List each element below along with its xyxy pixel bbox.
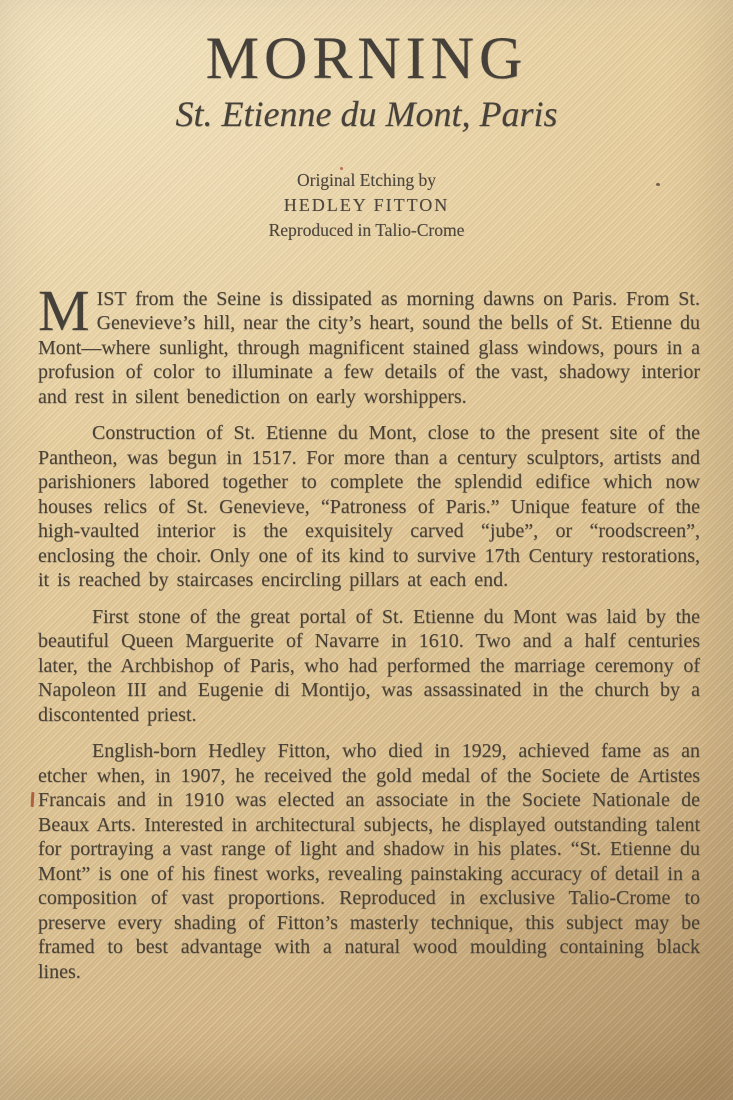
paper-speck bbox=[656, 183, 660, 186]
page-title: MORNING bbox=[205, 25, 528, 91]
artist-name: HEDLEY FITTON bbox=[283, 194, 450, 215]
credit-block bbox=[0, 168, 733, 243]
paragraph-2: Construction of St. Etienne du Mont, close to the present site of the Pantheon, was begun in 1517. For more than a century sculptors, artists and parishioners labored together to complete the splendid edifice which now houses relics of St. Genevieve, “Patroness of Paris.” Unique feature of the high-vaulted interior is the exquisitely carved “jube”, or “roodscreen”, enclosing the choir. Only one of its kind to survive 17th Century restorations, it is reached by staircases encircling pillars at each end. bbox=[38, 422, 700, 592]
page-subtitle: St. Etienne du Mont, Paris bbox=[175, 94, 558, 134]
paper-speck bbox=[340, 167, 343, 170]
credit-line-etching: Original Etching by bbox=[296, 169, 436, 190]
credit-line-process: Reproduced in Talio-Crome bbox=[268, 219, 465, 240]
drop-cap: M bbox=[38, 277, 90, 343]
paragraph-1-text: IST from the Seine is dissipated as morning dawns on Paris. From St. Genevieve’s hill, near the city’s heart, sound the bells of St. Etienne du Mont—where sunlight, through magnificent stained glass windows, pours in a profusion of color to illuminate a few details of the vast, shadowy interior and rest in silent benediction on early worshippers. bbox=[38, 287, 700, 408]
paragraph-4: English-born Hedley Fitton, who died in 1929, achieved fame as an etcher when, in 1907, he received the gold medal of the Societe de Artistes Francais and in 1910 was elected an associate in the Societe Nationale de Beaux Arts. Interested in architectural subjects, he displayed outstanding talent for portraying a vast range of light and shadow in his plates. “St. Etienne du Mont” is one of his finest works, revealing painstaking accuracy of detail in a composition of vast proportions. Reproduced in exclusive Talio-Crome to preserve every shading of Fitton’s masterly technique, this subject may be framed to best advantage with a natural wood moulding containing black lines. bbox=[38, 740, 700, 983]
document-header bbox=[0, 0, 733, 243]
paragraph-1 bbox=[38, 277, 700, 410]
document-body bbox=[0, 277, 733, 985]
paragraph-3: First stone of the great portal of St. Etienne du Mont was laid by the beautiful Queen Marguerite of Navarre in 1610. Two and a half centuries later, the Archbishop of Paris, who had performed the marriage ceremony of Napoleon III and Eugenie di Montijo, was assassinated in the church by a discontented priest. bbox=[38, 605, 700, 726]
